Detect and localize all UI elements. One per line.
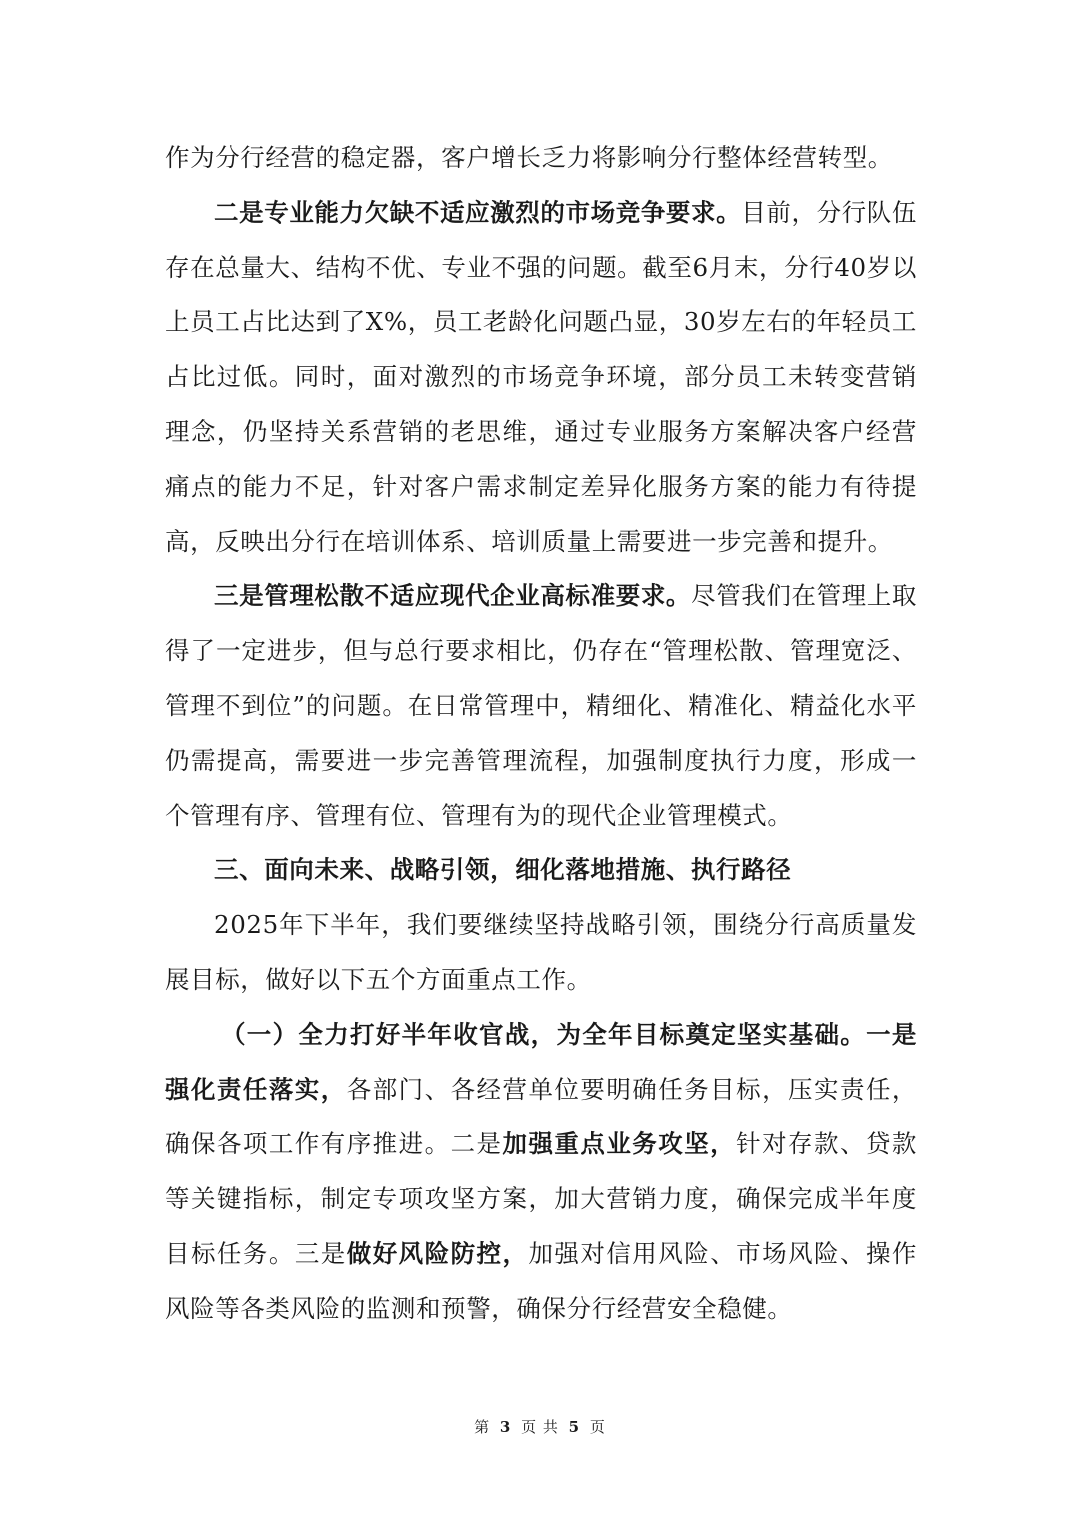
section-heading-three: 三、面向未来、战略引领，细化落地措施、执行路径 (214, 855, 792, 885)
paragraph-text: 加强对信用风险、市场风险、操作风险等各类风险的监测和预警，确保分行经营安全稳健。 (165, 1238, 918, 1323)
bold-phrase: 加强重点业务攻坚， (502, 1129, 737, 1159)
paragraph-text: 作为分行经营的稳定器，客户增长乏力将影响分行整体经营转型。 (165, 143, 893, 172)
document-body (165, 131, 917, 1337)
footer-suffix: 页 (589, 1418, 606, 1436)
bold-phrase: 做好风险防控， (346, 1238, 529, 1268)
total-pages-number: 5 (568, 1418, 581, 1436)
paragraph-text: 针对存款、贷款等关键指标，制定专项攻坚方案，加大营销力度，确保完成半年度目标任务。 (165, 1129, 917, 1268)
footer-middle: 页 共 (521, 1418, 559, 1436)
paragraph-text: 各部门、各经营单位要明确任务目标，压实责任，确保各项工作有序推进。 (165, 1074, 918, 1159)
paragraph-text: 三是 (294, 1238, 347, 1268)
paragraph-text: 二是 (450, 1129, 503, 1159)
subsection-heading-one: （一）全力打好半年收官战，为全年目标奠定坚实基础。 (221, 1019, 867, 1049)
footer-prefix: 第 (474, 1418, 491, 1436)
paragraph-management (165, 569, 917, 843)
paragraph-lead-bold: 三是管理松散不适应现代企业高标准要求。 (214, 581, 692, 611)
paragraph-continuation (165, 131, 917, 186)
page-footer (0, 1416, 1080, 1437)
paragraph-professional-ability (165, 186, 917, 570)
paragraph-second-half-plan (165, 898, 917, 1008)
current-page-number: 3 (499, 1418, 512, 1436)
paragraph-lead-bold: 二是专业能力欠缺不适应激烈的市场竞争要求。 (214, 197, 742, 227)
paragraph-half-year-closing (165, 1008, 917, 1337)
paragraph-text: 尽管我们在管理上取得了一定进步，但与总行要求相比，仍存在“管理松散、管理宽泛、管理不到位”的问题。在日常管理中，精细化、精准化、精益化水平仍需提高，需要进一步完善管理流程，加强制度执行力度，形成一个管理有序、管理有位、管理有为的现代企业管理模式。 (165, 581, 917, 830)
paragraph-text: 目前，分行队伍存在总量大、结构不优、专业不强的问题。截至6月末，分行40岁以上员工占比达到了X%，员工老龄化问题凸显，30岁左右的年轻员工占比过低。同时，面对激烈的市场竞争环境，部分员工未转变营销理念，仍坚持关系营销的老思维，通过专业服务方案解决客户经营痛点的能力不足，针对客户需求制定差异化服务方案的能力有待提高，反映出分行在培训体系、培训质量上需要进一步完善和提升。 (165, 197, 917, 556)
bold-phrase: 一是强化责任落实， (165, 1019, 917, 1104)
paragraph-text: 2025年下半年，我们要继续坚持战略引领，围绕分行高质量发展目标，做好以下五个方面重点工作。 (165, 910, 917, 994)
